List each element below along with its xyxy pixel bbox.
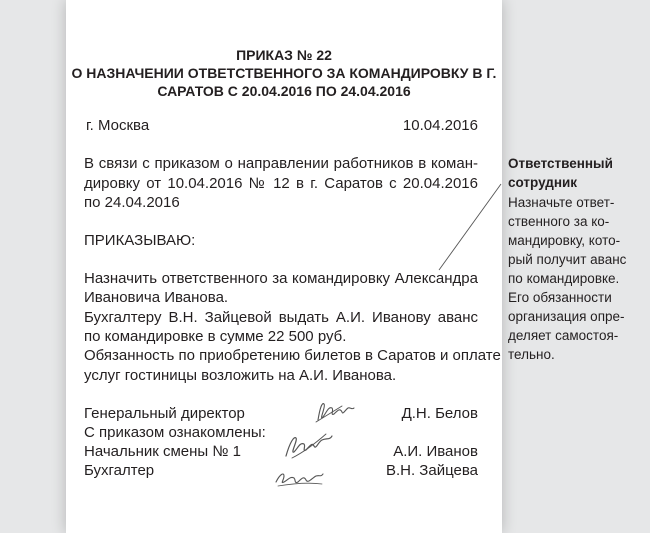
accountant-name: В.Н. Зайцева (385, 462, 478, 479)
order-line-5: Обязанность по приобретению билетов в Саратов и оплате (84, 347, 501, 364)
shift-name: А.И. Иванов (393, 443, 478, 460)
order-date: 10.04.2016 (402, 117, 478, 134)
director-name: Д.Н. Белов (401, 405, 478, 422)
intro-line-2: дировку от 10.04.2016 № 12 в г. Саратов с 20.04.2016 (84, 175, 478, 192)
order-title: ПРИКАЗ № 22 (236, 47, 332, 63)
intro-line-1: В связи с приказом о направлении работников в коман- (84, 155, 478, 172)
annotation-title-line-1: Ответственный (508, 156, 613, 171)
annotation-line-4: рый получит аванс (508, 252, 627, 267)
annotation-line-1: Назначьте ответ- (508, 195, 615, 210)
acquainted-label: С приказом ознакомлены: (84, 424, 266, 441)
intro-line-3: по 24.04.2016 (84, 194, 180, 211)
order-subject-line-2: САРАТОВ С 20.04.2016 ПО 24.04.2016 (157, 83, 411, 99)
order-city: г. Москва (86, 117, 150, 134)
order-line-1: Назначить ответственного за командировку Александра (84, 270, 478, 287)
annotation-line-3: мандировку, кото- (508, 233, 621, 248)
annotation-line-9: тельно. (508, 347, 555, 362)
annotation-line-6: Его обязанности (508, 290, 612, 305)
accountant-label: Бухгалтер (84, 462, 155, 479)
order-line-2: Ивановича Иванова. (84, 289, 229, 306)
order-line-4: по командировке в сумме 22 500 руб. (84, 328, 347, 345)
order-line-3: Бухгалтеру В.Н. Зайцевой выдать А.И. Иванову аванс (84, 309, 478, 326)
order-subject-line-1: О НАЗНАЧЕНИИ ОТВЕТСТВЕННОГО ЗА КОМАНДИРОВКУ В Г. (71, 65, 497, 81)
annotation-title-line-2: сотрудник (508, 175, 578, 190)
order-word: ПРИКАЗЫВАЮ: (84, 232, 196, 249)
annotation-line-8: деляет самостоя- (508, 328, 619, 343)
annotation-line-2: ственного за ко- (508, 214, 610, 229)
order-line-6: услуг гостиницы возложить на А.И. Иванова. (84, 367, 397, 384)
director-label: Генеральный директор (84, 405, 245, 422)
annotation-line-5: по командировке. (508, 271, 620, 286)
shift-label: Начальник смены № 1 (84, 443, 241, 460)
annotation-line-7: организация опре- (508, 309, 625, 324)
